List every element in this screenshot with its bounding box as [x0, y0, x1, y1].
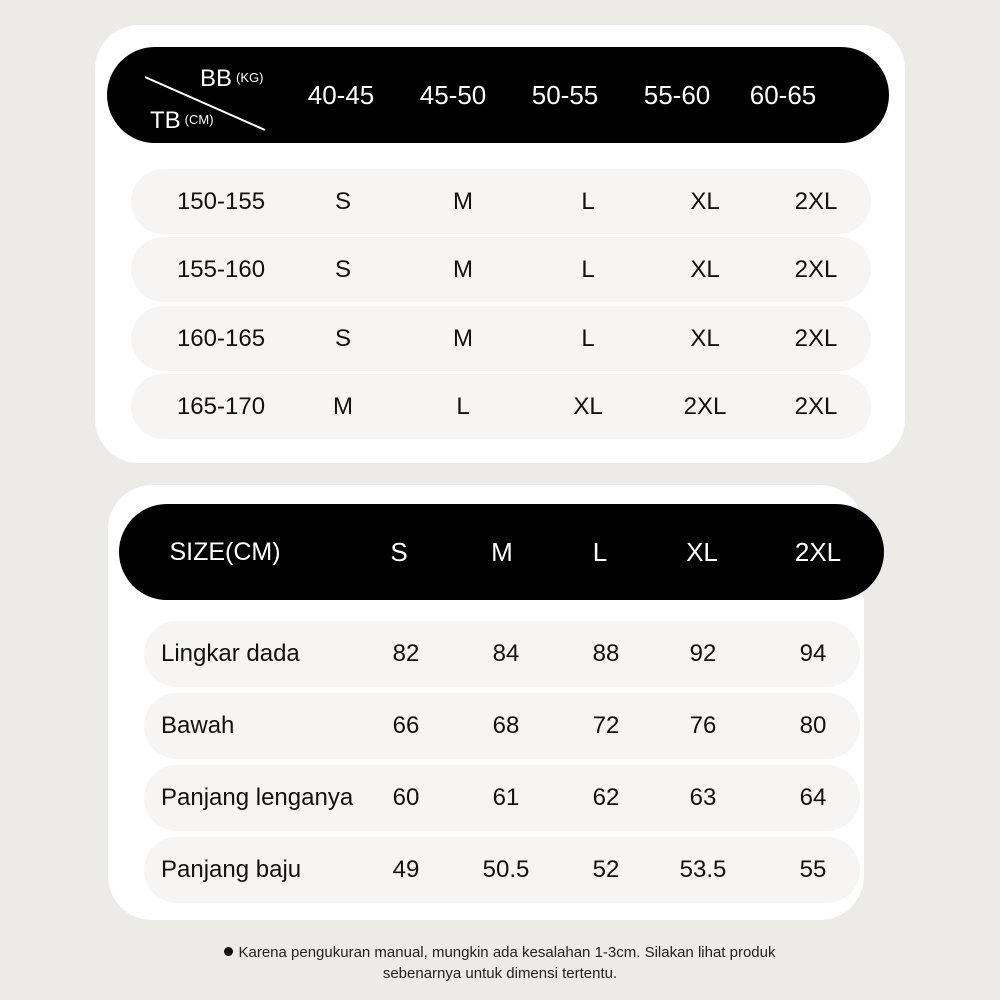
table-row [144, 693, 860, 759]
table-row [144, 621, 860, 687]
size-cell: M [453, 255, 473, 283]
size-cell: 2XL [794, 392, 838, 420]
table-row [131, 169, 871, 234]
weight-header-cell: 40-45 [307, 79, 375, 110]
note-line-2: sebenarnya untuk dimensi tertentu. [382, 965, 618, 982]
table-row [144, 837, 860, 903]
size-header-cell: 2XL [794, 536, 842, 567]
size-header-cell: S [390, 536, 408, 567]
size-header-bar [119, 504, 884, 600]
measurement-value: 92 [689, 640, 717, 667]
size-cell: 2XL [794, 255, 838, 283]
measurement-value: 76 [689, 712, 717, 739]
measurement-value: 49 [392, 856, 420, 883]
size-cm-label: SIZE(CM) [169, 537, 281, 566]
size-cell: L [581, 187, 595, 215]
size-header-cell: L [592, 536, 608, 567]
measurement-label: Lingkar dada [161, 640, 300, 667]
measurement-value: 66 [392, 712, 420, 739]
measurement-value: 60 [392, 784, 420, 811]
note-line-1: Karena pengukuran manual, mungkin ada kesalahan 1-3cm. Silakan lihat produk [238, 944, 776, 961]
corner-tb-label: TB (CM) [150, 107, 214, 134]
measurement-value: 68 [492, 712, 520, 739]
size-cell: S [334, 187, 352, 215]
height-label: 160-165 [176, 324, 266, 352]
measurement-value: 82 [392, 640, 420, 667]
size-cell: XL [690, 187, 720, 215]
table-row [131, 306, 871, 371]
size-cell: M [453, 187, 473, 215]
size-cell: L [581, 255, 595, 283]
size-by-weight-height-card [95, 25, 905, 463]
size-cell: XL [690, 324, 720, 352]
height-label: 165-170 [176, 392, 266, 420]
measurement-label: Panjang lenganya [161, 784, 354, 811]
size-cell: M [333, 392, 353, 420]
measurement-value: 84 [492, 640, 520, 667]
table-row [144, 765, 860, 831]
bullet-icon [224, 947, 233, 956]
measurement-value: 80 [799, 712, 827, 739]
measurement-note [0, 942, 1000, 984]
height-label: 150-155 [176, 187, 266, 215]
size-cell: 2XL [794, 187, 838, 215]
corner-bb-label: BB (KG) [200, 65, 264, 92]
measurement-value: 63 [689, 784, 717, 811]
measurement-value: 64 [799, 784, 827, 811]
weight-header-bar [107, 47, 889, 143]
measurement-value: 94 [799, 640, 827, 667]
weight-header-cell: 55-60 [643, 79, 711, 110]
measurement-value: 88 [592, 640, 620, 667]
measurement-value: 53.5 [679, 856, 727, 883]
size-cell: S [334, 324, 352, 352]
size-cell: 2XL [683, 392, 727, 420]
size-cell: L [581, 324, 595, 352]
size-header-cell: M [491, 536, 513, 567]
size-cell: 2XL [794, 324, 838, 352]
size-cell: XL [573, 392, 603, 420]
size-cell: S [334, 255, 352, 283]
measurement-label: Bawah [161, 712, 235, 739]
measurement-value: 62 [592, 784, 620, 811]
measurement-value: 72 [592, 712, 620, 739]
size-cell: L [456, 392, 470, 420]
size-measurement-card [108, 485, 864, 920]
table-row [131, 374, 871, 439]
measurement-value: 61 [492, 784, 520, 811]
weight-header-cell: 45-50 [419, 79, 487, 110]
measurement-value: 50.5 [482, 856, 530, 883]
measurement-label: Panjang baju [161, 856, 302, 883]
size-cell: M [453, 324, 473, 352]
weight-header-cell: 60-65 [749, 79, 817, 110]
measurement-value: 55 [799, 856, 827, 883]
measurement-value: 52 [592, 856, 620, 883]
weight-header-cell: 50-55 [531, 79, 599, 110]
size-cell: XL [690, 255, 720, 283]
size-header-cell: XL [686, 536, 718, 567]
height-label: 155-160 [176, 255, 266, 283]
table-row [131, 237, 871, 302]
